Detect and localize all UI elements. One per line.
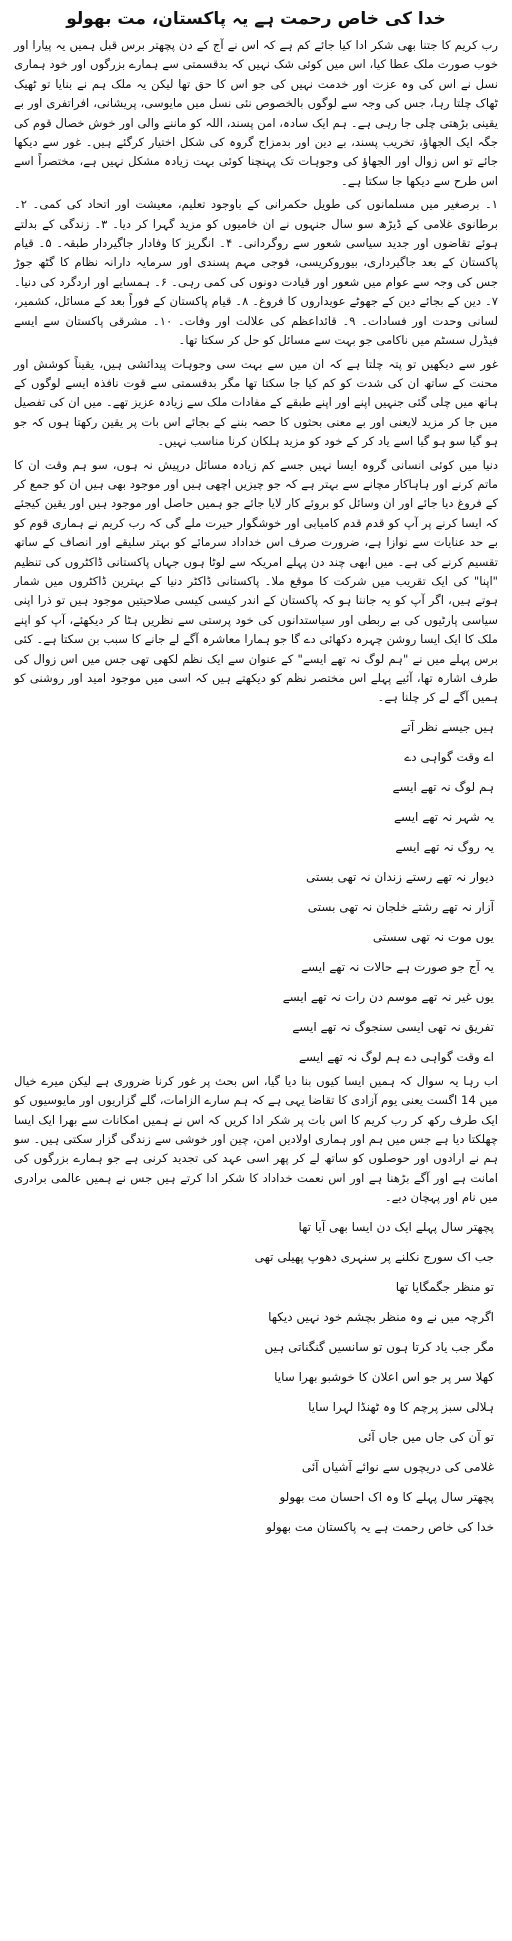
poem-line: غلامی کی دریچوں سے نوائے آشیاں آئی	[301, 1459, 494, 1474]
poem-line: اے وقت گواہی دے ہم لوگ نہ تھے ایسے	[298, 1049, 494, 1064]
paragraph: ۱۔ برصغیر میں مسلمانوں کی طویل حکمرانی کے باوجود تعلیم، معیشت اور اتحاد کی کمی۔ ۲۔ برطانوی غلامی کے ڈیڑھ سو سال جنہوں نے ان خامیوں کو مزید گہرا کر دیا۔ ۳۔ زندگی کے بدلتے ہوئے تقاضوں اور جدید سیاسی شعور سے روگردانی۔ ۴۔ انگریز کا وفادار جاگیردار طبقہ۔ ۵۔ قیام پاکستان کے بعد جاگیرداری، بیوروکریسی، فوجی مہم پسندی اور سرمایہ دارانہ نظام کا گٹھ جوڑ جس کی وجہ سے عوام میں شعور اور قیادت دونوں کی کمی رہی۔ ۶۔ ہمسایے اور اردگرد کی دنیا۔ ۷۔ دین کے بجائے دین کے جھوٹے عویداروں کا فروغ۔ ۸۔ قیام پاکستان کے فوراً بعد کے مسائل، کشمیر، لسانی وحدت اور فسادات۔ ۹۔ قائداعظم کی علالت اور وفات۔ ۱۰۔ مشرقی پاکستان سے ایسے فیڈرل سسٹم میں ناکامی جو بہت سے مسائل کو حل کر سکتا تھا۔	[14, 197, 499, 348]
poem-line: پچھتر سال پہلے کا وہ اک احسان مت بھولو	[279, 1489, 494, 1504]
poem-line: دیوار نہ تھے رستے زندان نہ تھی بستی	[306, 869, 494, 884]
poem-line: ہلالی سبز پرچم کا وہ ٹھنڈا لہرا سایا	[308, 1399, 494, 1414]
paragraph: غور سے دیکھیں تو پتہ چلتا ہے کہ ان میں سے بہت سی وجوہات پیدائشی ہیں، یقیناً کوشش اور محنت کے ساتھ ان کی شدت کو کم کیا جا سکتا تھا مگر بدقسمتی سے قوت نافذہ ایسے لوگوں کے ہاتھ میں چلی گئی جنہیں اپنے اور اپنے طبقے کے مفادات ملک سے زیادہ عزیز تھے۔ میں ان کی تفصیل میں جا کر مزید لایعنی اور بے معنی بحثوں کا حصہ بننے کے بجائے اس بات پر یقین رکھتا ہوں کہ جو ہو گیا سو ہو گیا اسے یاد کر کے خود کو مزید ہلکان کرنا مناسب نہیں۔	[14, 356, 498, 449]
poem-2	[14, 1212, 498, 1542]
poem-line: تو آن کی جاں میں جاں آئی	[358, 1429, 494, 1444]
poem-line: یہ شہر نہ تھے ایسے	[393, 809, 494, 824]
poem-line: یوں موت نہ تھی سستی	[372, 929, 494, 944]
article-body-part-2	[14, 1072, 498, 1208]
poem-line: یہ آج جو صورت ہے حالات نہ تھے ایسے	[300, 959, 494, 974]
poem-line: تفریق نہ تھی ایسی سنجوگ نہ تھے ایسے	[292, 1019, 494, 1034]
poem-line: ہیں جیسے نظر آتے	[400, 719, 494, 734]
poem-line: پچھتر سال پہلے ایک دن ایسا بھی آیا تھا	[298, 1219, 494, 1234]
poem-line: یہ روگ نہ تھے ایسے	[395, 839, 494, 854]
article-body-part-1	[14, 36, 498, 708]
poem-line: جب اک سورج نکلنے پر سنہری دھوپ پھیلی تھی	[254, 1249, 494, 1264]
poem-line: خدا کی خاص رحمت ہے یہ پاکستان مت بھولو	[266, 1519, 494, 1534]
poem-line: ہم لوگ نہ تھے ایسے	[392, 779, 494, 794]
paragraph: دنیا میں کوئی انسانی گروہ ایسا نہیں جسے کم زیادہ مسائل درپیش نہ ہوں، سو ہم وقت ان کا ماتم کرنے اور ہاہاکار مچانے سے بہتر ہے کہ جو چیزیں اچھی ہیں اور موجود بھی ہیں ان کو جمع کر کے فروغ دیا جائے اور ان وسائل کو بروئے کار لایا جائے جو ہمیں حاصل اور موجود ہیں اور یقین کیجئے کہ ایسا کرنے پر آپ کو قدم قدم کامیابی اور خوشگوار حیرت ملے گی کہ رب کریم نے ہماری قوم کو بے حد عنایات سے نوازا ہے، ضرورت صرف اس خداداد سرمائے کو بہتر سلیقے اور انصاف کے ساتھ تقسیم کرنے کی ہے۔ میں ابھی چند دن پہلے امریکہ سے لوٹا ہوں جہاں پاکستانی ڈاکٹروں کی تنظیم "اپنا" کی ایک تقریب میں شرکت کا موقع ملا۔ پاکستانی ڈاکٹر دنیا کے بہترین ڈاکٹروں میں شمار ہوتے ہیں، اگر آپ کو یہ جاننا ہو کہ پاکستان کے اندر کیسی کیسی صلاحیتیں موجود ہیں تو ذرا اپنی سیاسی پارٹیوں کی بے ربطی اور سیاستدانوں کی خود پرستی سے نظریں ہٹا کر دیکھئے، آپ کو اپنے ملک کا ایک ایسا روشن چہرہ دکھائی دے گا جو ہمارا معاشرہ آگے لے جانے کا سبب بن سکتا ہے۔ کئی برس پہلے میں نے "ہم لوگ نہ تھے ایسے" کے عنوان سے ایک نظم لکھی تھی جس میں اس زوال کی طرف اشارہ تھا، آئیے پہلے اس مختصر نظم کو دیکھتے ہیں کہ اسی میں موجود امید اور روشنی کو ہمیں آگے لے کر چلنا ہے۔	[14, 457, 498, 705]
poem-line: تو منظر جگمگایا تھا	[395, 1279, 494, 1294]
poem-line: اے وقت گواہی دے	[404, 749, 494, 764]
poem-line: یوں غیر نہ تھے موسم دن رات نہ تھے ایسے	[282, 989, 494, 1004]
poem-line: کھلا سر پر جو اس اعلان کا خوشبو بھرا سایا	[274, 1369, 494, 1384]
poem-line: اگرچہ میں نے وہ منظر بچشم خود نہیں دیکھا	[268, 1309, 494, 1324]
poem-line: آزار نہ تھے رشتے خلجان نہ تھی بستی	[307, 899, 494, 914]
paragraph: اب رہا یہ سوال کہ ہمیں ایسا کیوں بنا دیا گیا، اس بحث پر غور کرنا ضروری ہے لیکن میرے خیال میں 14 اگست یعنی یوم آزادی کا تقاضا یہی ہے کہ ہم سارے الزامات، گلے گزاریوں اور مایوسیوں کو ایک طرف رکھ کر رب کریم کا اس بات پر شکر ادا کریں کہ اس نے ہمیں امکانات سے بھرا ایک ایسا چھلکتا دیا ہے جس میں ہم اور ہماری اولادیں امن، چین اور خوشی سے زندگی گزار سکتی ہیں۔ سو ہم نے ارادوں اور حوصلوں کو ساتھ لے کر پھر اسی عہد کی تجدید کرنی ہے جو ہمارے بزرگوں کی امانت ہے اور آگے بڑھنا ہے اور اس نعمت خداداد کا شکر ادا کرتے ہیں جس نے ہمیں عالمی برادری میں نام اور پہچان دیے۔	[14, 1073, 498, 1205]
poem-1	[14, 712, 498, 1072]
article-headline: خدا کی خاص رحمت ہے یہ پاکستان، مت بھولو	[66, 9, 446, 29]
poem-line: مگر جب یاد کرتا ہوں تو سانسیں گنگناتی ہیں	[264, 1339, 494, 1354]
paragraph: رب کریم کا جتنا بھی شکر ادا کیا جائے کم ہے کہ اس نے آج کے دن پچھتر برس قبل ہمیں یہ پیارا اور خوب صورت ملک عطا کیا، اس میں کوئی شک نہیں کہ بدقسمتی سے ہمارے بزرگوں اور خود ہماری نسل نے اس کی وہ عزت اور خدمت نہیں کی جو اس کا حق تھا لیکن یہ ملک ہم نے بنایا تو ٹھیک ٹھاک چلتا رہا، جس کی وجہ سے لوگوں بالخصوص نئی نسل میں مایوسی، پریشانی، افراتفری اور بے یقینی بڑھتی چلی جا رہی ہے۔ ہم ایک سادہ، امن پسند، اللہ کو ماننے والی اور خوش خصال قوم کی جگہ ایک الجھاؤ، تخریب پسند، بے دین اور بدمزاج گروہ کی شکل اختیار کرگئے ہیں۔ غور سے دیکھا جائے تو اس زوال اور الجھاؤ کی وجوہات تک پہنچنا کوئی بہت زیادہ مشکل نہیں ہے، مختصراً اسے اس طرح سے دیکھا جا سکتا ہے۔	[14, 38, 498, 188]
